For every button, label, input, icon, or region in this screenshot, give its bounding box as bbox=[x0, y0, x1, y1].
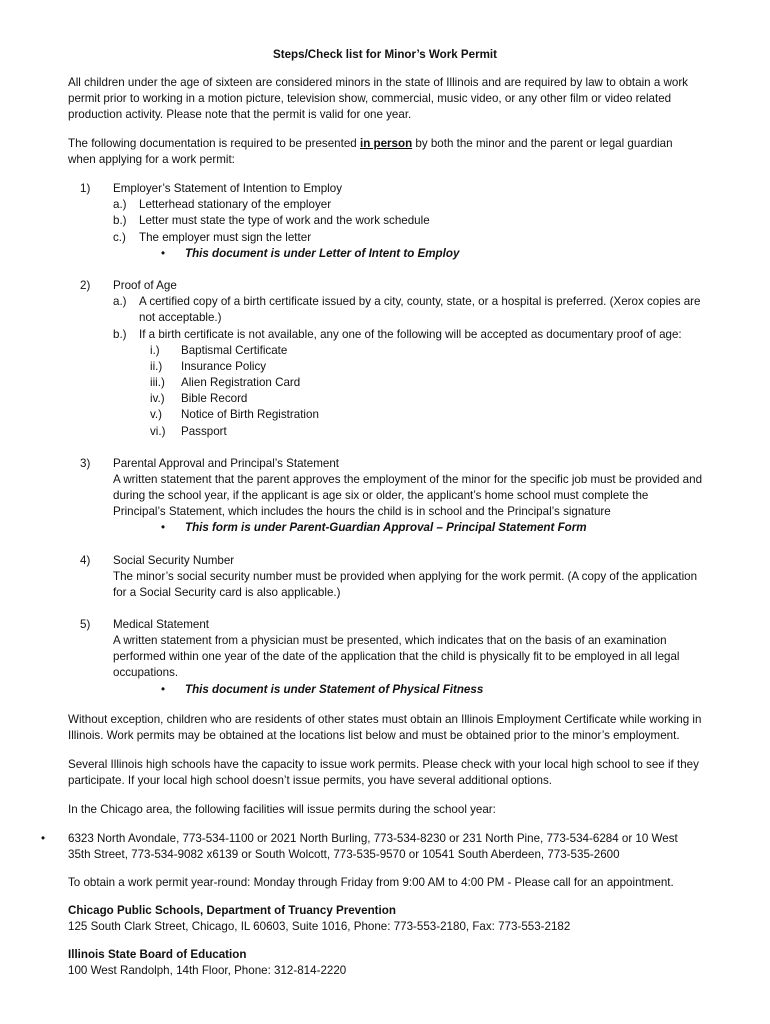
locations-list: 6323 North Avondale, 773-534-1100 or 2021 North Burling, 773-534-8230 or 231 North Pine, 773-534-6284 or 10 West 35th Street, 773-534-9082 x6139 or South Wolcott, 773-535-9570 or 10541 South Aberdeen, 773-535-2600 bbox=[68, 832, 678, 861]
roman-label: ii.) bbox=[150, 360, 163, 373]
item-title: Proof of Age bbox=[113, 279, 177, 292]
sub-text: Letter must state the type of work and the work schedule bbox=[139, 214, 430, 227]
item-number: 1) bbox=[80, 182, 91, 195]
page-title: Steps/Check list for Minor’s Work Permit bbox=[273, 48, 497, 61]
other-states-paragraph: Without exception, children who are residents of other states must obtain an Illinois Employment Certificate while working in Illinois. Work permits may be obtained at the locations list below and must be obtained prior to the minor’s employment. bbox=[68, 713, 702, 742]
documentation-paragraph bbox=[68, 136, 702, 168]
sub-label: b.) bbox=[113, 214, 127, 227]
item-title: Parental Approval and Principal’s Statement bbox=[113, 457, 339, 470]
sub-text: The employer must sign the letter bbox=[139, 231, 312, 244]
bullet-icon: • bbox=[41, 832, 46, 845]
roman-label: v.) bbox=[150, 408, 163, 421]
text: The following documentation is required to be presented bbox=[68, 137, 360, 150]
office-address: 125 South Clark Street, Chicago, IL 60603, Suite 1016, Phone: 773-553-2180, Fax: 773-553-2182 bbox=[68, 920, 571, 933]
office-address: 100 West Randolph, 14th Floor, Phone: 312-814-2220 bbox=[68, 964, 347, 977]
item-note: This document is under Letter of Intent to Employ bbox=[185, 247, 460, 260]
roman-text: Notice of Birth Registration bbox=[181, 408, 319, 421]
roman-label: i.) bbox=[150, 344, 160, 357]
sub-label: a.) bbox=[113, 198, 127, 211]
item-note: This document is under Statement of Physical Fitness bbox=[185, 683, 484, 696]
item-number: 5) bbox=[80, 618, 91, 631]
roman-text: Alien Registration Card bbox=[181, 376, 301, 389]
chicago-intro: In the Chicago area, the following facilities will issue permits during the school year: bbox=[68, 803, 496, 816]
sub-text: A certified copy of a birth certificate issued by a city, county, state, or a hospital is preferred. (Xerox copies are not acceptable.) bbox=[139, 295, 701, 324]
roman-label: vi.) bbox=[150, 425, 166, 438]
roman-label: iii.) bbox=[150, 376, 165, 389]
item-body: A written statement that the parent approves the employment of the minor for the specific job must be provided and during the school year, if the applicant is age six or older, the applicant’s home school must complete the Principal’s Statement, which includes the hours the child is in school and the Principal’s signature bbox=[113, 473, 703, 518]
office-name: Illinois State Board of Education bbox=[68, 948, 247, 961]
bullet-icon: • bbox=[161, 521, 166, 534]
item-body: A written statement from a physician must be presented, which indicates that on the basis of an examination performed within one year of the date of the application that the child is physically fit to be employed in all legal occupations. bbox=[113, 634, 680, 679]
roman-text: Insurance Policy bbox=[181, 360, 267, 373]
roman-text: Passport bbox=[181, 425, 227, 438]
office-name: Chicago Public Schools, Department of Truancy Prevention bbox=[68, 904, 396, 917]
sub-label: c.) bbox=[113, 231, 126, 244]
roman-text: Bible Record bbox=[181, 392, 248, 405]
in-person-emphasis: in person bbox=[359, 137, 413, 150]
bullet-icon: • bbox=[161, 683, 166, 696]
item-title: Medical Statement bbox=[113, 618, 210, 631]
item-title: Social Security Number bbox=[113, 554, 235, 567]
sub-label: b.) bbox=[113, 328, 127, 341]
year-round-hours: To obtain a work permit year-round: Monday through Friday from 9:00 AM to 4:00 PM - Please call for an appointment. bbox=[68, 876, 674, 889]
bullet-icon: • bbox=[161, 247, 166, 260]
roman-text: Baptismal Certificate bbox=[181, 344, 288, 357]
item-note: This form is under Parent-Guardian Approval – Principal Statement Form bbox=[185, 521, 587, 534]
item-title: Employer’s Statement of Intention to Employ bbox=[113, 182, 342, 195]
item-number: 2) bbox=[80, 279, 91, 292]
intro-paragraph: All children under the age of sixteen are considered minors in the state of Illinois and are required by law to obtain a work permit prior to working in a motion picture, television show, commercial, music video, or any other film or video related production activity. Please note that the permit is valid for one year. bbox=[68, 76, 688, 121]
item-body: The minor’s social security number must be provided when applying for the work permit. (A copy of the application for a Social Security card is also applicable.) bbox=[113, 570, 698, 599]
item-number: 3) bbox=[80, 457, 91, 470]
sub-text: If a birth certificate is not available, any one of the following will be accepted as documentary proof of age: bbox=[139, 328, 682, 341]
item-number: 4) bbox=[80, 554, 91, 567]
sub-label: a.) bbox=[113, 295, 127, 308]
high-schools-paragraph: Several Illinois high schools have the capacity to issue work permits. Please check with your local high school to see if they participate. If your local high school doesn’t issue permits, you have several additional options. bbox=[68, 758, 699, 787]
text: by both the minor and the parent or legal guardian when applying for a work permit: bbox=[68, 137, 673, 166]
roman-label: iv.) bbox=[150, 392, 165, 405]
sub-text: Letterhead stationary of the employer bbox=[139, 198, 332, 211]
